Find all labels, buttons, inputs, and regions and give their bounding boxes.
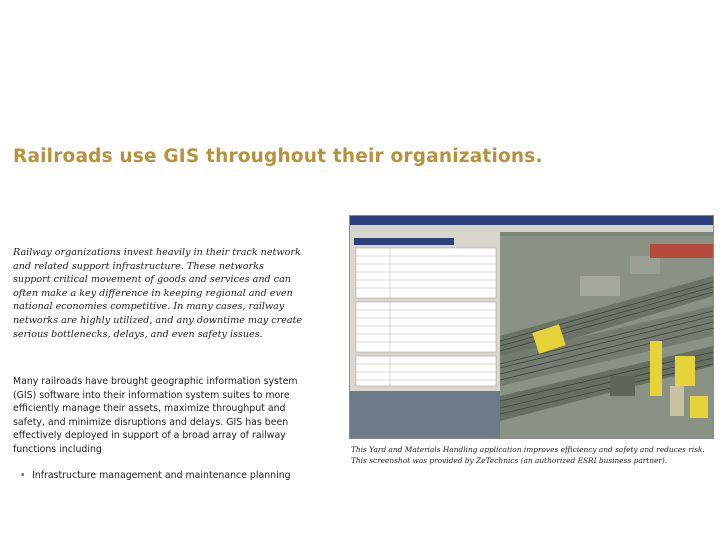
- bullet-marker: •: [20, 470, 26, 481]
- bullet-item: [20, 470, 291, 481]
- gis-application-illustration: [350, 216, 713, 438]
- bullet-text: Infrastructure management and maintenance planning: [32, 470, 291, 481]
- image-caption: This Yard and Materials Handling application improves efficiency and safety and reduces risk. This screenshot was provided by ZeTechnics (an authorized ESRI business partner).: [351, 445, 705, 465]
- intro-paragraph: Railway organizations invest heavily in their track network and related support infrastructure. These networks support critical movement of goods and services and can often make a key difference in keeping regional and even national economies competitive. In many cases, railway networks are highly utilized, and any downtime may create serious bottlenecks, delays, and even safety issues.: [13, 247, 303, 340]
- gis-screenshot-image: [349, 215, 714, 439]
- slide-title: Railroads use GIS throughout their organizations.: [13, 146, 543, 167]
- body-paragraph: Many railroads have brought geographic information system (GIS) software into their information system suites to more efficiently manage their assets, maximize throughput and safety, and minimize disruptions and delays. GIS has been effectively deployed in support of a broad array of railway functions including: [13, 376, 298, 455]
